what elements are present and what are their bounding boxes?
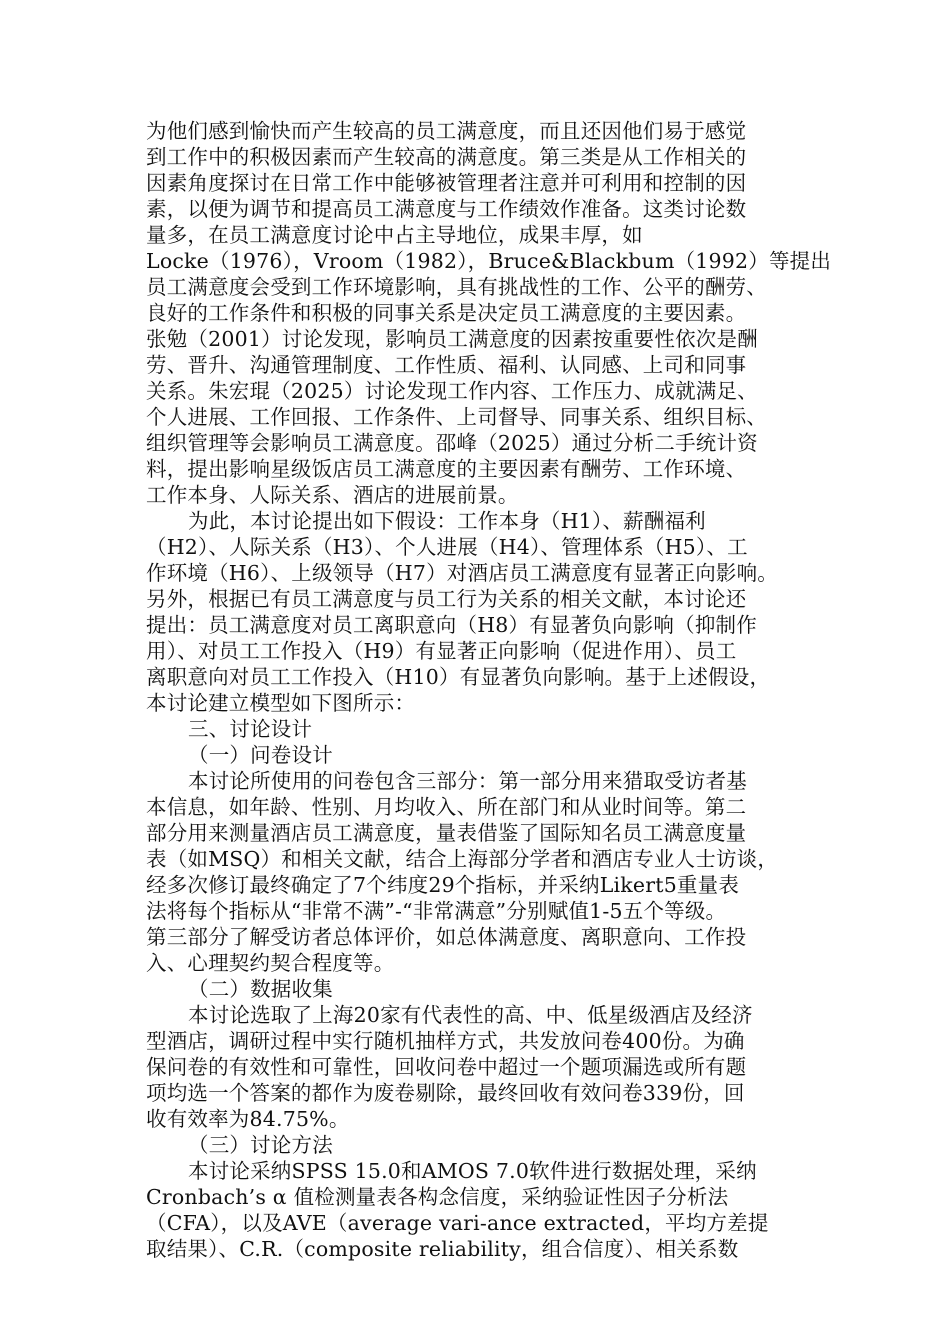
text-line: 张勉（2001）讨论发现，影响员工满意度的因素按重要性依次是酬 — [146, 327, 758, 351]
paragraph-start-line: 为此，本讨论提出如下假设：工作本身（H1）、薪酬福利 — [188, 509, 706, 533]
text-line: 因素角度探讨在日常工作中能够被管理者注意并可利用和控制的因 — [146, 171, 747, 195]
text-line: （H2）、人际关系（H3）、个人进展（H4）、管理体系（H5）、工 — [146, 535, 748, 559]
text-line: 良好的工作条件和积极的同事关系是决定员工满意度的主要因素。 — [146, 301, 747, 325]
text-line: 第三部分了解受访者总体评价，如总体满意度、离职意向、工作投 — [146, 925, 747, 949]
text-line: 量多，在员工满意度讨论中占主导地位，成果丰厚，如 — [146, 223, 643, 247]
text-line: （CFA），以及AVE（average vari-ance extracted，平均方差提 — [146, 1211, 769, 1235]
paragraph-start-line: 本讨论所使用的问卷包含三部分：第一部分用来猎取受访者基 — [188, 769, 747, 793]
text-line: 关系。朱宏琨（2025）讨论发现工作内容、工作压力、成就满足、 — [146, 379, 758, 403]
text-line: 用）、对员工工作投入（H9）有显著正向影响（促进作用）、员工 — [146, 639, 737, 663]
text-line: 为他们感到愉快而产生较高的员工满意度，而且还因他们易于感觉 — [146, 119, 747, 143]
subsection-heading: （三）讨论方法 — [188, 1133, 333, 1157]
text-line: 收有效率为84.75%。 — [146, 1107, 350, 1131]
text-line: 个人进展、工作回报、工作条件、上司督导、同事关系、组织目标、 — [146, 405, 767, 429]
text-line: 法将每个指标从“非常不满”-“非常满意”分别赋值1-5五个等级。 — [146, 899, 727, 923]
text-line: 素，以便为调节和提高员工满意度与工作绩效作准备。这类讨论数 — [146, 197, 747, 221]
text-line: 本信息，如年龄、性别、月均收入、所在部门和从业时间等。第二 — [146, 795, 747, 819]
text-line: 经多次修订最终确定了7个纬度29个指标，并采纳Likert5重量表 — [146, 873, 740, 897]
text-line: 劳、晋升、沟通管理制度、工作性质、福利、认同感、上司和同事 — [146, 353, 747, 377]
subsection-heading: （一）问卷设计 — [188, 743, 333, 767]
section-heading: 三、讨论设计 — [188, 717, 313, 741]
document-body — [146, 118, 832, 1262]
text-line: Cronbach’s α 值检测量表各构念信度，采纳验证性因子分析法 — [146, 1185, 729, 1209]
text-line: 到工作中的积极因素而产生较高的满意度。第三类是从工作相关的 — [146, 145, 747, 169]
text-line: 保问卷的有效性和可靠性，回收问卷中超过一个题项漏选或所有题 — [146, 1055, 747, 1079]
text-line: 入、心理契约契合程度等。 — [146, 951, 395, 975]
subsection-heading: （二）数据收集 — [188, 977, 333, 1001]
text-line: 工作本身、人际关系、酒店的进展前景。 — [146, 483, 519, 507]
text-line: 提出：员工满意度对员工离职意向（H8）有显著负向影响（抑制作 — [146, 613, 757, 637]
text-line: 组织管理等会影响员工满意度。邵峰（2025）通过分析二手统计资 — [146, 431, 758, 455]
paragraph-start-line: 本讨论选取了上海20家有代表性的高、中、低星级酒店及经济 — [188, 1003, 753, 1027]
text-line: 员工满意度会受到工作环境影响，具有挑战性的工作、公平的酬劳、 — [146, 275, 767, 299]
text-line: 料，提出影响星级饭店员工满意度的主要因素有酬劳、工作环境、 — [146, 457, 747, 481]
text-line: 作环境（H6）、上级领导（H7）对酒店员工满意度有显著正向影响。 — [146, 561, 778, 585]
text-line: Locke（1976），Vroom（1982），Bruce&Blackbum（1992）等提出 — [146, 249, 832, 273]
text-line: 部分用来测量酒店员工满意度，量表借鉴了国际知名员工满意度量 — [146, 821, 747, 845]
text-line: 型酒店，调研过程中实行随机抽样方式，共发放问卷400份。为确 — [146, 1029, 745, 1053]
text-line: 离职意向对员工工作投入（H10）有显著负向影响。基于上述假设， — [146, 665, 771, 689]
text-line: 本讨论建立模型如下图所示： — [146, 691, 416, 715]
text-line: 表（如MSQ）和相关文献，结合上海部分学者和酒店专业人士访谈， — [146, 847, 779, 871]
text-line: 项均选一个答案的都作为废卷剔除，最终回收有效问卷339份，回 — [146, 1081, 745, 1105]
text-line: 另外，根据已有员工满意度与员工行为关系的相关文献，本讨论还 — [146, 587, 747, 611]
text-line: 取结果）、C.R.（composite reliability，组合信度）、相关系数 — [146, 1237, 739, 1261]
paragraph-start-line: 本讨论采纳SPSS 15.0和AMOS 7.0软件进行数据处理，采纳 — [188, 1159, 757, 1183]
